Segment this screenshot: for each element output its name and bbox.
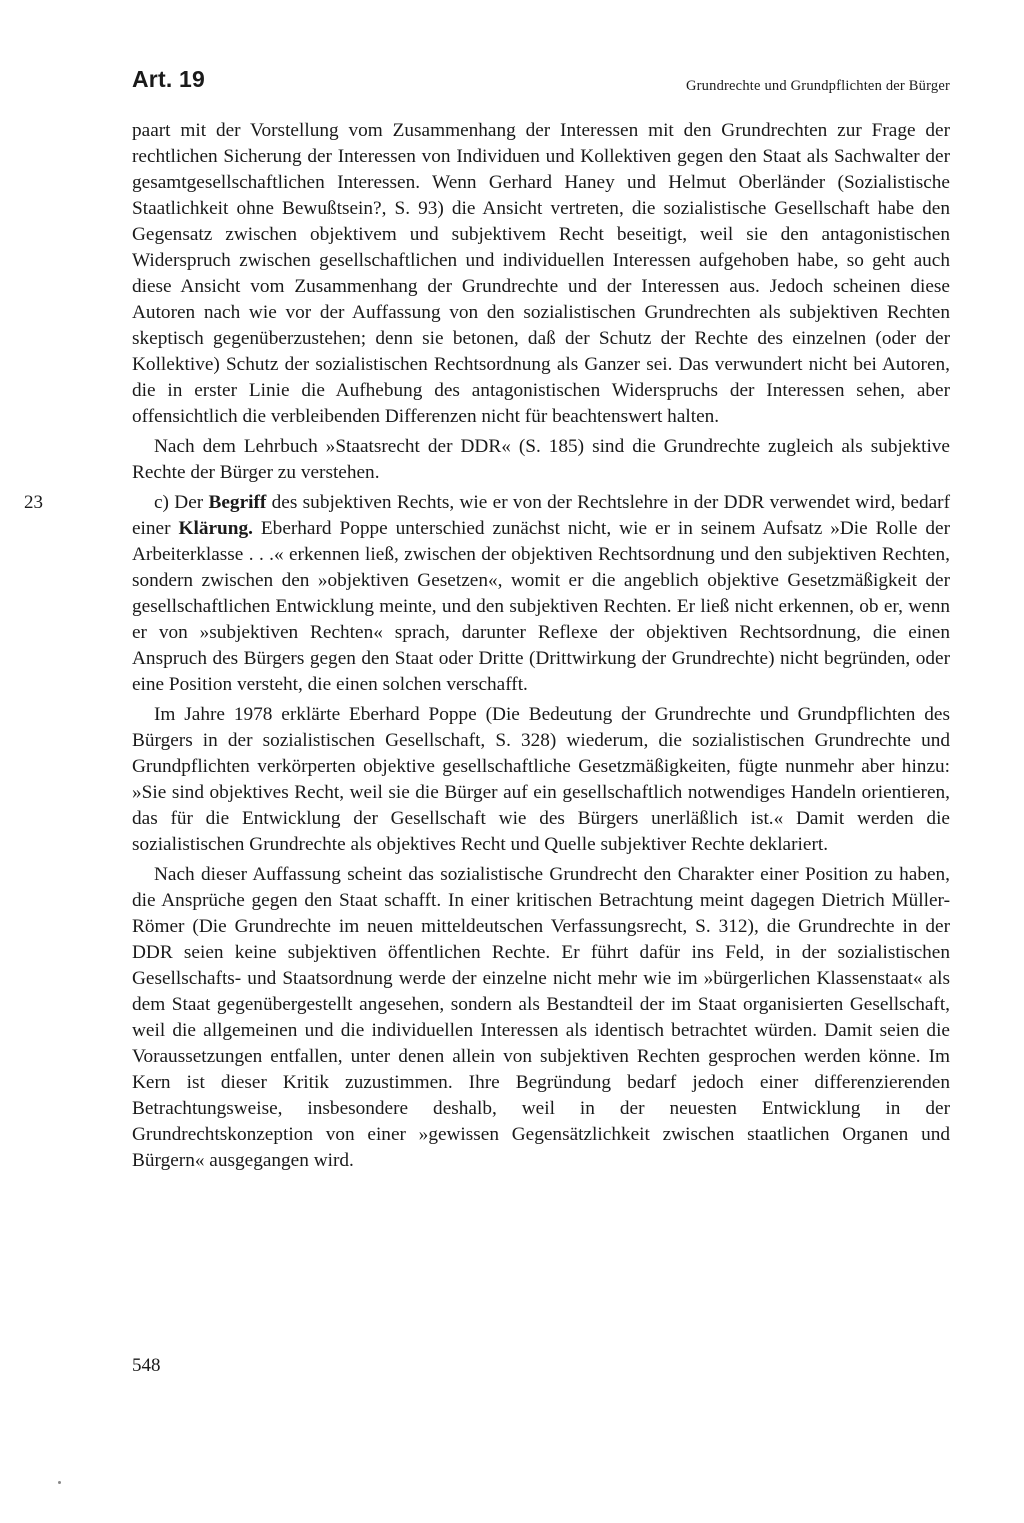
paragraph-3-text-b: des subjektiven Rechts, wie er von der Rechtslehre in der DDR verwendet wird, bedarf einer (132, 492, 950, 539)
scan-speck (58, 1481, 61, 1484)
bold-term-klaerung: Klärung. (178, 518, 253, 539)
paragraph-3-text-c: Eberhard Poppe unterschied zunächst nicht, wie er in seinem Aufsatz »Die Rolle der Arbeiterklasse . . .« erkennen ließ, zwischen der objektiven Rechtsordnung und den subjektiven Rechten, sondern zwischen den »objektiven Gesetzen«, womit er die angeblich objektive Gesetzmäßigkeit der gesellschaftlichen Entwicklung meinte, und den subjektiven Rechten. Er ließ nicht erkennen, ob er, wenn er von »subjektiven Rechten« sprach, darunter Reflexe der objektiven Rechtsordnung, die einen Anspruch des Bürgers gegen den Staat oder Dritte (Drittwirkung der Grundrechte) nicht begründen, oder eine Position versteht, die einen solchen verschafft. (132, 518, 950, 695)
margin-number: 23 (24, 492, 43, 513)
paragraph-5: Nach dieser Auffassung scheint das sozialistische Grundrecht den Charakter einer Position zu haben, die Ansprüche gegen den Staat schafft. In einer kritischen Betrachtung meint dagegen Dietrich Müller-Römer (Die Grundrechte im neuen mitteldeutschen Verfassungsrecht, S. 312), die Grundrechte in der DDR seien keine subjektiven öffentlichen Rechte. Er führt dafür ins Feld, in der sozialistischen Gesellschafts- und Staatsordnung werde der einzelne nicht mehr wie im »bürgerlichen Klassenstaat« als dem Staat gegenübergestellt angesehen, sondern als Bestandteil der im Staat organisierten Gesellschaft, weil die allgemeinen und die individuellen Interessen als identisch betrachtet würden. Damit seien die Voraussetzungen entfallen, unter denen allein von subjektiven Rechten gesprochen werden könne. Im Kern ist dieser Kritik zuzustimmen. Ihre Begründung bedarf jedoch einer differenzierenden Betrachtungsweise, insbesondere deshalb, weil in der neuesten Entwicklung in der Grundrechtskonzeption von einer »gewissen Gegensätzlichkeit zwischen staatlichen Organen und Bürgern« ausgegangen wird. (132, 864, 950, 1171)
page-number: 548 (132, 1355, 161, 1376)
paragraph-1: paart mit der Vorstellung vom Zusammenhang der Interessen mit den Grundrechten zur Frage der rechtlichen Sicherung der Interessen von Individuen und Kollektiven gegen den Staat als Sachwalter der gesamtgesellschaftlichen Interessen. Wenn Gerhard Haney und Helmut Oberländer (Sozialistische Staatlichkeit ohne Bewußtsein?, S. 93) die Ansicht vertreten, die sozialistische Gesellschaft habe den Gegensatz zwischen objektivem und subjektivem Recht beseitigt, weil sie den antagonistischen Widerspruch zwischen gesellschaftlichen und individuellen Interessen aufgehoben habe, so geht auch diese Ansicht vom Zusammenhang der Grundrechte und der Interessen aus. Jedoch scheinen diese Autoren nach wie vor der Auffassung von den sozialistischen Grundrechten als subjektiven Rechten skeptisch gegenüberzustehen; denn sie betonen, daß der Schutz der Rechte des einzelnen (oder der Kollektive) Schutz der sozialistischen Rechtsordnung als Ganzer sei. Das verwundert nicht bei Autoren, die in erster Linie die Aufhebung des antagonistischen Widerspruchs der Interessen sehen, aber offensichtlich die verbleibenden Differenzen nicht für beachtenswert halten. (132, 120, 950, 427)
paragraph-2: Nach dem Lehrbuch »Staatsrecht der DDR« (S. 185) sind die Grundrechte zugleich als subjektive Rechte der Bürger zu verstehen. (132, 436, 950, 483)
paragraph-3 (24, 490, 950, 698)
paragraph-3-text-a: c) Der (154, 492, 209, 513)
running-header-title: Grundrechte und Grundpflichten der Bürger (685, 78, 950, 94)
paragraph-4: Im Jahre 1978 erklärte Eberhard Poppe (Die Bedeutung der Grundrechte und Grundpflichten des Bürgers in der sozialistischen Gesellschaft, S. 328) wiederum, die sozialistischen Grundrechte und Grundpflichten verkörperten objektive gesellschaftliche Gesetzmäßigkeiten, fügte nunmehr aber hinzu: »Sie sind objektives Recht, weil sie die Bürger auf ein gesellschaftlich notwendiges Handeln orientieren, das für die Entwicklung der Gesellschaft wie des Bürgers unerläßlich ist.« Damit werden die sozialistischen Grundrechte als objektives Recht und Quelle subjektiver Rechte deklariert. (132, 704, 950, 855)
bold-term-begriff: Begriff (208, 492, 267, 513)
article-heading: Art. 19 (132, 66, 205, 92)
body-text (24, 118, 950, 1174)
